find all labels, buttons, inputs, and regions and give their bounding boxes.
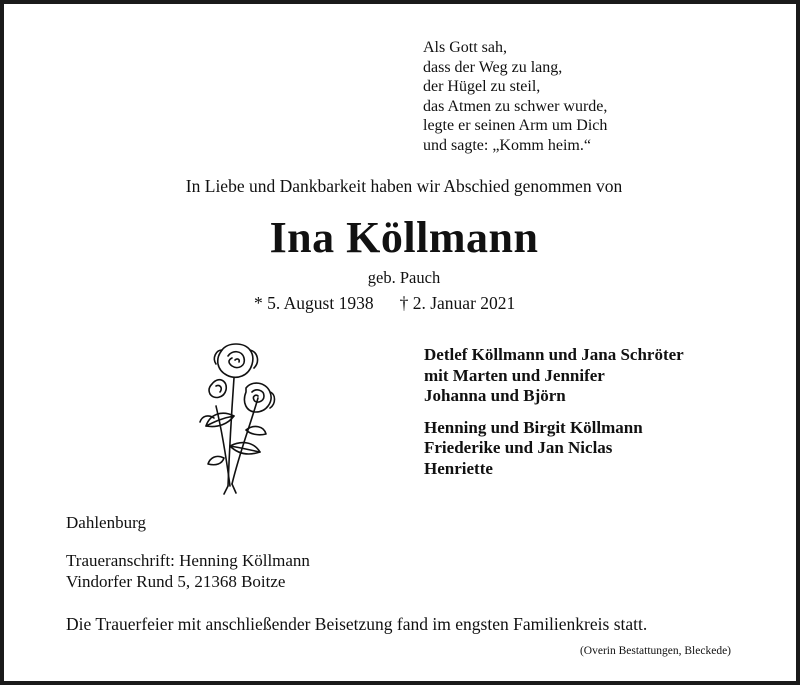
mourner-line: Friederike und Jan Niclas xyxy=(424,438,613,457)
mourner-group xyxy=(424,345,684,407)
intro-text: In Liebe und Dankbarkeit haben wir Abschied genommen von xyxy=(185,176,623,196)
mourners-list xyxy=(424,345,684,490)
mourner-group xyxy=(424,418,684,480)
mourner-line: mit Marten und Jennifer xyxy=(424,365,605,385)
poem-line: der Hügel zu steil, xyxy=(423,78,541,95)
poem xyxy=(423,38,607,155)
death-date: † 2. Januar 2021 xyxy=(399,293,516,313)
poem-line: dass der Weg zu lang, xyxy=(423,58,563,76)
mourning-address xyxy=(66,550,310,592)
poem-line: das Atmen zu schwer wurde, xyxy=(423,97,608,115)
mourner-line: Henriette xyxy=(424,458,493,478)
life-dates xyxy=(254,293,515,314)
poem-line: legte er seinen Arm um Dich xyxy=(423,117,608,134)
deceased-name: Ina Köllmann xyxy=(269,213,539,262)
ceremony-note: Die Trauerfeier mit anschließender Beisetzung fand im engsten Familienkreis statt. xyxy=(66,614,648,634)
mourner-line: Henning und Birgit Köllmann xyxy=(424,417,643,437)
birth-date: * 5. August 1938 xyxy=(254,293,374,313)
birth-name: geb. Pauch xyxy=(367,268,441,287)
mourner-line: Detlef Köllmann und Jana Schröter xyxy=(424,345,684,364)
mourner-line: Johanna und Björn xyxy=(424,386,566,405)
poem-line: Als Gott sah, xyxy=(423,39,507,56)
rose-icon xyxy=(188,336,278,496)
address-line: Vindorfer Rund 5, 21368 Boitze xyxy=(66,572,286,591)
place-name: Dahlenburg xyxy=(66,513,146,532)
poem-line: und sagte: „Komm heim.“ xyxy=(423,136,591,154)
undertaker-credit: (Overin Bestattungen, Bleckede) xyxy=(579,645,731,657)
address-line: Traueranschrift: Henning Köllmann xyxy=(66,551,310,570)
